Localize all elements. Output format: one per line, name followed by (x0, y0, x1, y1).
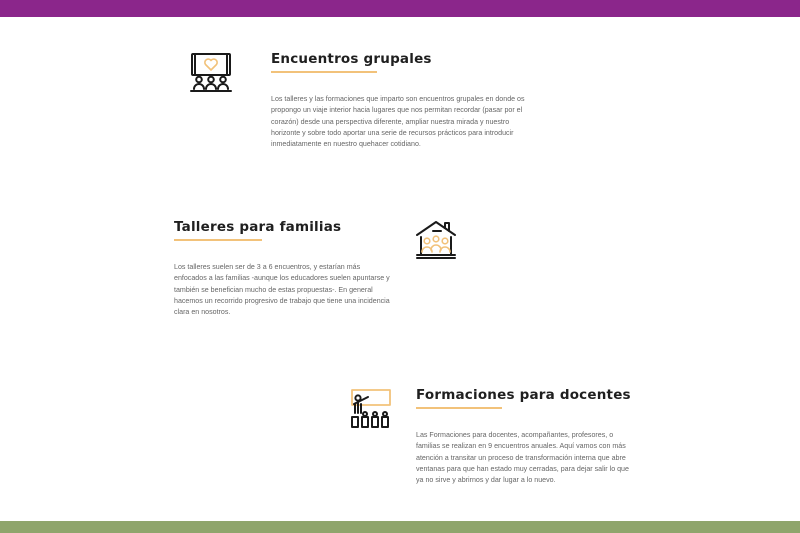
family-house-icon (414, 218, 460, 262)
title-underline (174, 239, 262, 241)
section-text-encuentros: Los talleres y las formaciones que imparto son encuentros grupales en donde os propongo un viaje interior hacia lugares que nos permitan recordar (pasar por el corazón) desde una perspectiva diferente, ampliar nuestra mirada y nuestro horizonte y sobre todo aportar una serie de recursos prácticos para introducir inmediatamente en nuestro quehacer cotidiano. (271, 95, 525, 149)
section-text-formaciones: Las Formaciones para docentes, acompañantes, profesores, o familias se realizan en 9 encuentros anuales. Aquí vamos con más atención a transitar un proceso de transformación interna que abre ventanas para que han estado muy cerradas, para dejar salir lo que ya no sirve y abrirnos y dar lugar a lo nuevo. (416, 431, 629, 485)
presentation-heart-audience-icon (189, 51, 233, 95)
teacher-classroom-icon (348, 387, 392, 431)
title-underline (271, 71, 377, 73)
header-bar (0, 0, 800, 17)
section-title-encuentros: Encuentros grupales (271, 51, 432, 67)
section-title-talleres: Talleres para familias (174, 219, 342, 235)
section-text-talleres: Los talleres suelen ser de 3 a 6 encuentros, y estarían más enfocados a las familias -aunque los educadores suelen apuntarse y también se benefician mucho de estas propuestas-. En general hacemos un recorrido progresivo de trabajo que tiene una incidencia clara en nosotros. (174, 263, 390, 317)
section-title-formaciones: Formaciones para docentes (416, 387, 631, 403)
footer-bar (0, 521, 800, 533)
title-underline (416, 407, 502, 409)
